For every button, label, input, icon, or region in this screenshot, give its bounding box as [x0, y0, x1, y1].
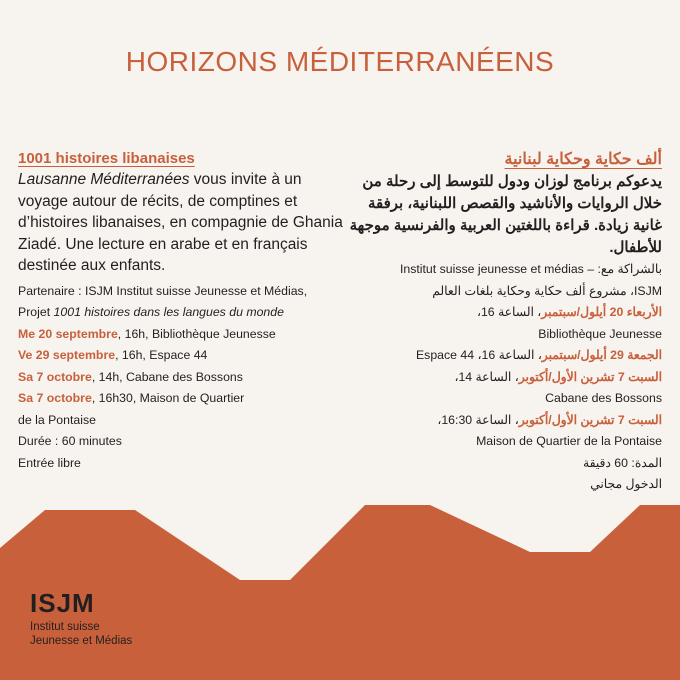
arabic-date-2: [340, 345, 662, 367]
french-date-1-details: , 16h, Bibliothèque Jeunesse: [117, 326, 276, 341]
french-date-1: [18, 324, 348, 346]
arabic-heading: ألف حكاية وحكاية لبنانية: [504, 151, 662, 168]
arabic-date-3-place: Cabane des Bossons: [545, 391, 662, 405]
french-date-3-details: , 14h, Cabane des Bossons: [91, 369, 243, 384]
french-date-3: [18, 367, 348, 389]
page-title: HORIZONS MÉDITERRANÉENS: [125, 46, 555, 77]
arabic-date-1-time: ، الساعة 16،: [476, 305, 542, 319]
arabic-column: [340, 150, 662, 496]
arabic-date-4-place: Maison de Quartier de la Pontaise: [476, 434, 662, 448]
arabic-duration: المدة: 60 دقيقة: [583, 455, 662, 470]
french-intro: [18, 169, 348, 277]
french-date-2: [18, 345, 348, 367]
arabic-date-1-day: الأربعاء 20 أيلول/سبتمبر: [541, 305, 662, 319]
arabic-date-4-time: ، الساعة 16:30،: [437, 412, 519, 427]
french-date-4: [18, 388, 348, 410]
french-date-4-place: de la Pontaise: [18, 412, 96, 427]
french-intro-text: vous invite à un voyage autour de récits, de comptines et d’histoires libanaises, en compagnie de Ghania Ziadé. Une lecture en arabe et en français destinée aux enfants.: [18, 171, 343, 274]
french-duration: Durée : 60 minutes: [18, 434, 122, 448]
french-date-3-day: Sa 7 octobre: [18, 369, 92, 384]
arabic-date-1: [340, 302, 662, 324]
french-partner-project: 1001 histoires dans les langues du monde: [53, 305, 284, 319]
logo-line-1: Institut suisse: [30, 621, 100, 633]
arabic-date-3-time: ، الساعة 14،: [454, 369, 519, 384]
zigzag-footer-band: [0, 480, 680, 680]
french-date-4-day: Sa 7 octobre: [18, 391, 92, 405]
logo-line-2: Jeunesse et Médias: [30, 635, 133, 647]
french-column: [18, 150, 348, 474]
french-heading: 1001 histoires libanaises: [18, 150, 195, 167]
arabic-date-4-day: السبت 7 تشرين الأول/أكتوبر: [518, 412, 662, 427]
french-intro-italic: Lausanne Méditerranées: [18, 171, 190, 188]
arabic-entry: الدخول مجاني: [590, 477, 662, 491]
french-date-2-day: Ve 29 septembre: [18, 348, 116, 362]
arabic-date-3: [340, 367, 662, 389]
arabic-partner-line2: ISJM، مشروع ألف حكاية وحكاية بلغات العالم: [432, 283, 662, 298]
arabic-date-1-place: Bibliothèque Jeunesse: [538, 326, 662, 341]
french-partner-line2: [18, 302, 348, 324]
arabic-date-2-time: ، الساعة 16، Espace 44: [415, 348, 542, 362]
logo-mark: ISJM: [30, 588, 95, 618]
arabic-date-4: [340, 410, 662, 432]
french-date-1-day: Me 20 septembre: [18, 326, 118, 341]
arabic-intro: يدعوكم برنامج لوزان ودول للتوسط إلى رحلة من خلال الروايات والأناشيد والقصص اللبنانية، برفقة غانية زيادة. قراءة باللغتين العربية والفرنسية موجهة للأطفال.: [349, 173, 662, 256]
arabic-date-3-day: السبت 7 تشرين الأول/أكتوبر: [518, 369, 662, 384]
french-partner-line1: Partenaire : ISJM Institut suisse Jeunesse et Médias,: [18, 283, 308, 298]
french-partner-prefix: Projet: [18, 305, 54, 319]
arabic-partner-line1: بالشراكة مع: – Institut suisse jeunesse et médias: [399, 262, 662, 276]
french-entry: Entrée libre: [18, 455, 81, 470]
french-date-2-details: , 16h, Espace 44: [115, 348, 208, 362]
french-date-4-details: , 16h30, Maison de Quartier: [91, 391, 245, 405]
isjm-logo: [30, 590, 132, 648]
arabic-date-2-day: الجمعة 29 أيلول/سبتمبر: [541, 348, 662, 362]
